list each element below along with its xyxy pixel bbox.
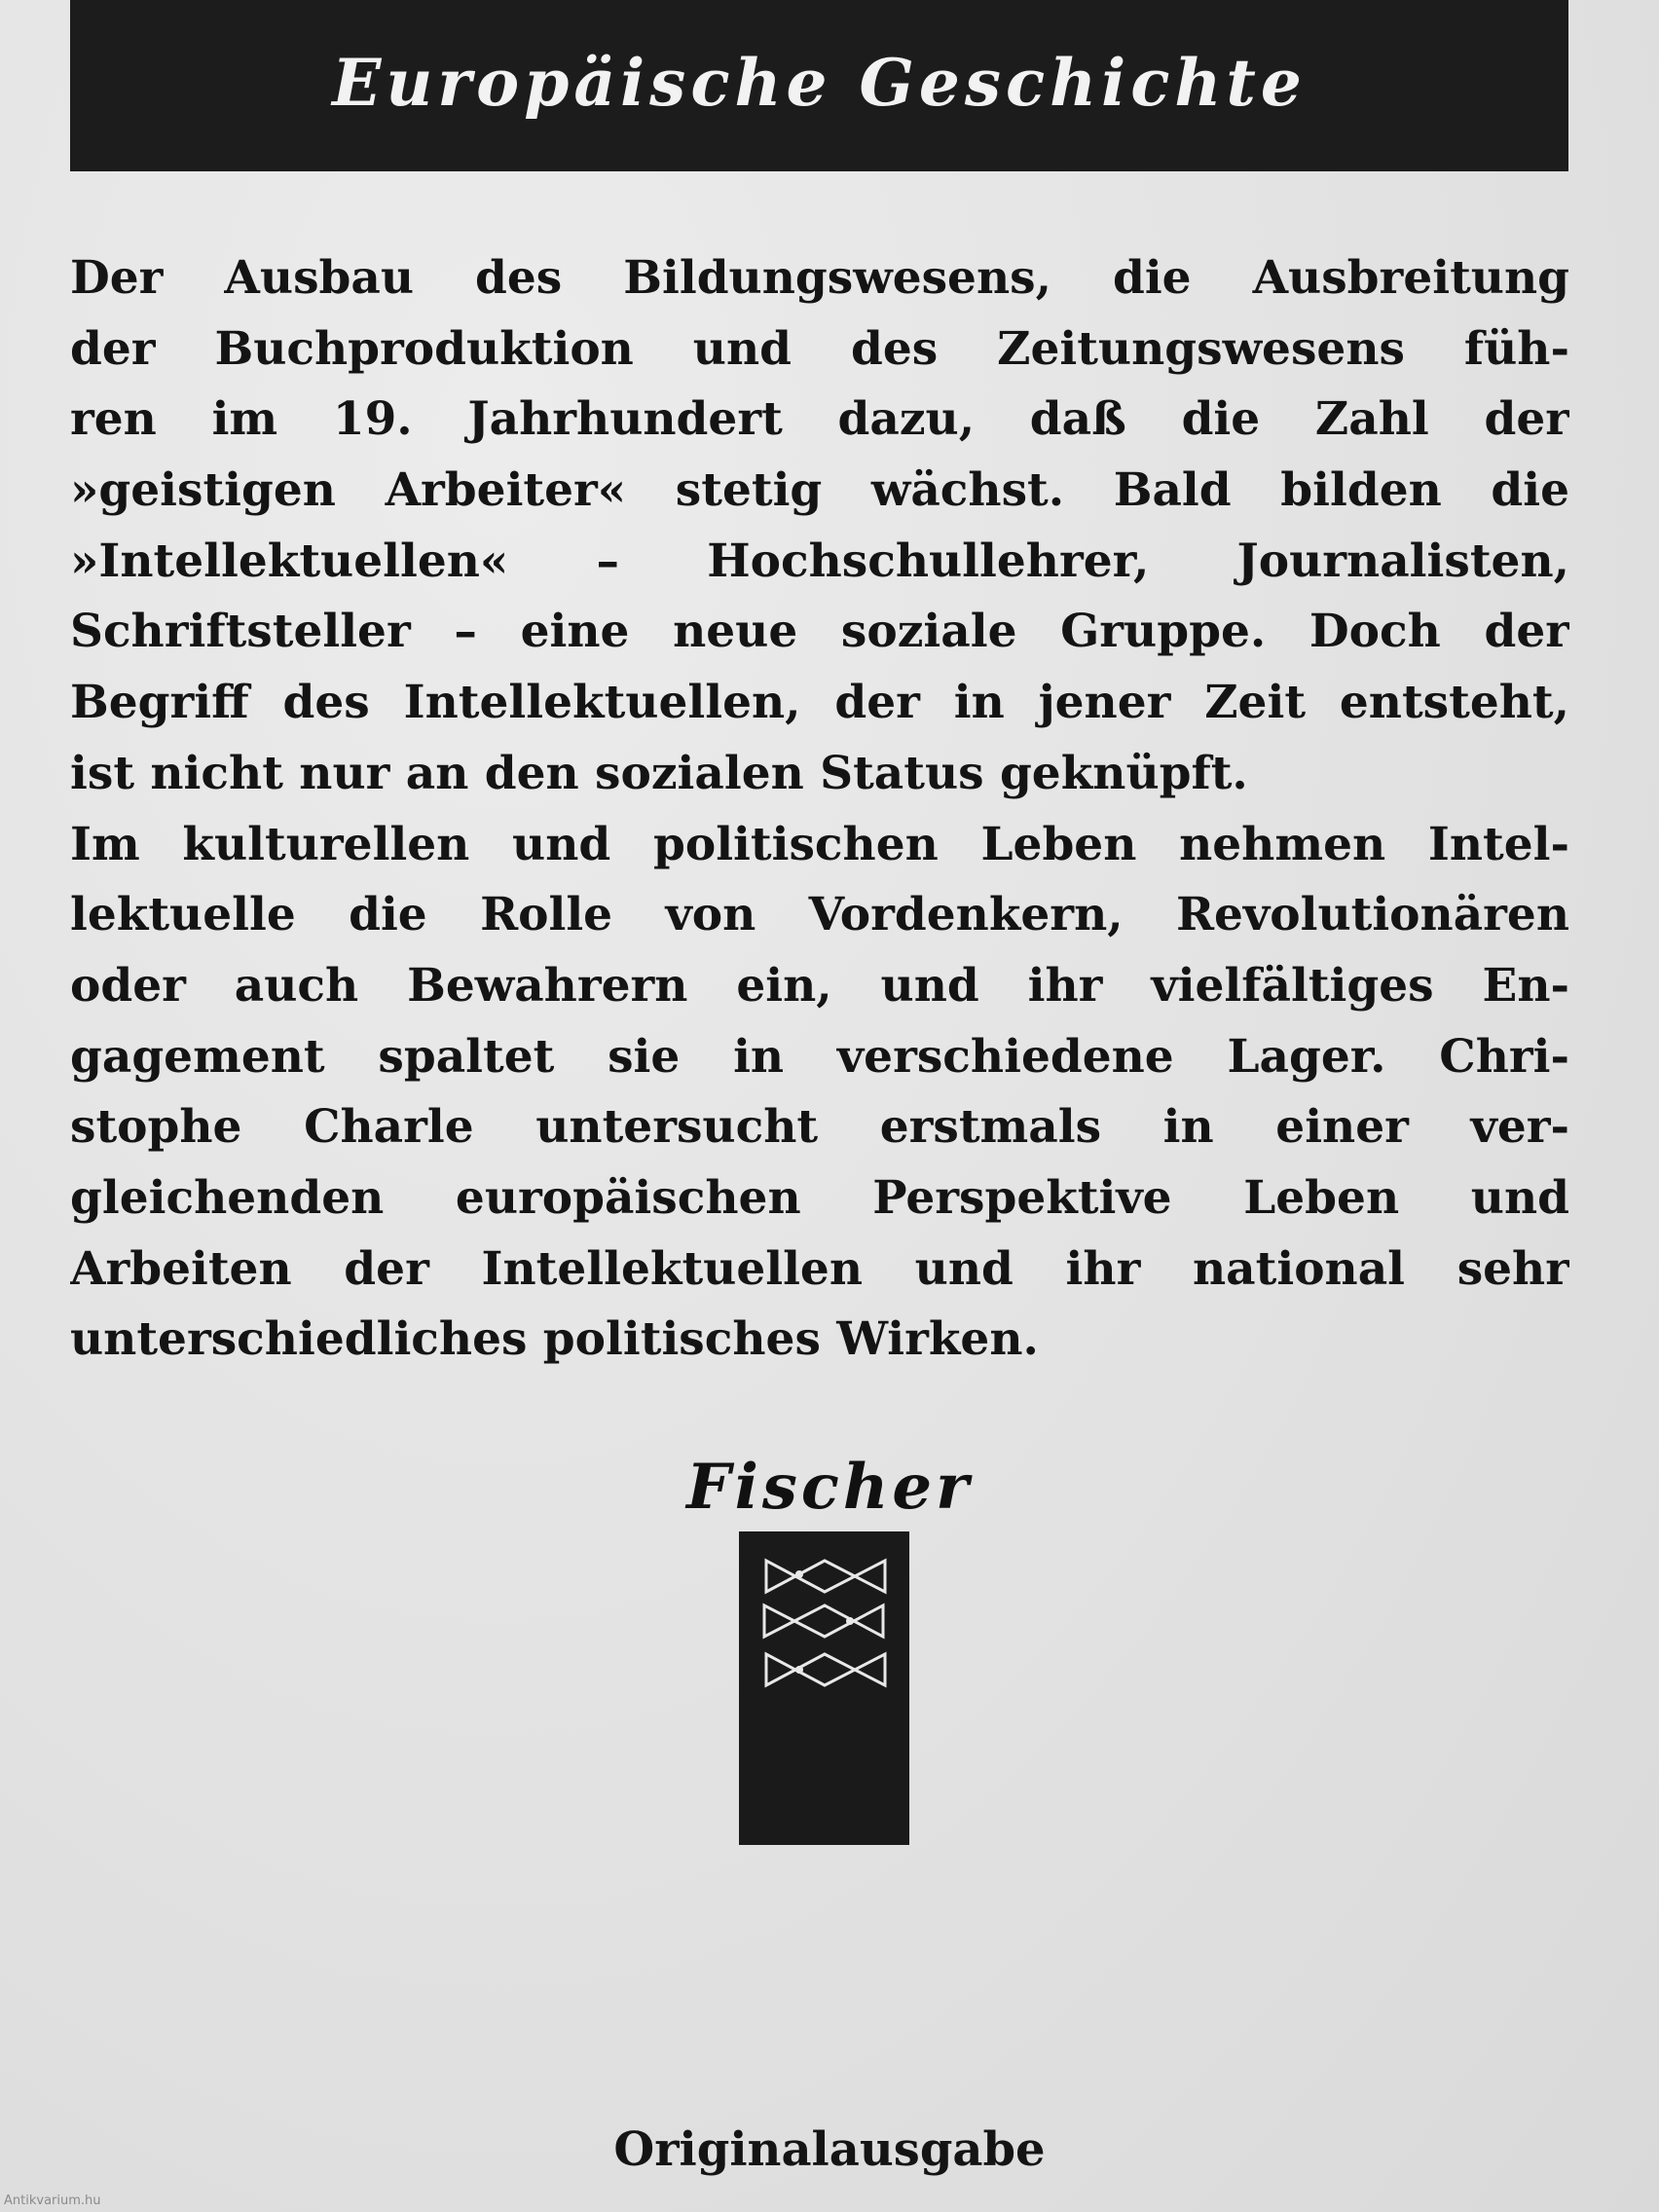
blurb-line: Der Ausbau des Bildungswesens, die Ausbreitung [70,251,1569,305]
blurb-line: stophe Charle untersucht erstmals in einer ver- [70,1100,1569,1155]
three-fish-icon [739,1531,909,1845]
blurb-line: oder auch Bewahrern ein, und ihr vielfältiges En- [70,958,1569,1013]
blurb-line: unterschiedliches politisches Wirken. [70,1312,1039,1367]
blurb-line: gleichenden europäischen Perspektive Leben und [70,1170,1569,1225]
blurb-line: Schriftsteller – eine neue soziale Gruppe. Doch der [70,605,1569,659]
blurb-line: Begriff des Intellektuellen, der in jener Zeit entsteht, [70,676,1569,730]
series-header-band [70,0,1568,171]
blurb-line: Arbeiten der Intellektuellen und ihr national sehr [70,1241,1569,1296]
blurb-line: ist nicht nur an den sozialen Status geknüpft. [70,746,1248,800]
blurb-line: lektuelle die Rolle von Vordenkern, Revolutionären [70,888,1569,942]
blurb-line: Im kulturellen und politischen Leben nehmen Intel- [70,817,1569,871]
blurb-line: ren im 19. Jahrhundert dazu, daß die Zahl der [70,392,1569,447]
publisher-name: Fischer [686,1451,973,1524]
blurb-line: »geistigen Arbeiter« stetig wächst. Bald bilden die [70,463,1569,518]
blurb-text [70,243,1569,1376]
blurb-line: gagement spaltet sie in verschiedene Lager. Chri- [70,1029,1569,1084]
blurb-line: »Intellektuellen« – Hochschullehrer, Journalisten, [70,534,1569,588]
edition-label: Originalausgabe [613,2122,1046,2177]
series-title: Europäische Geschichte [332,45,1307,121]
watermark: Antikvarium.hu [4,2194,101,2208]
blurb-line: der Buchproduktion und des Zeitungswesens füh- [70,321,1569,376]
